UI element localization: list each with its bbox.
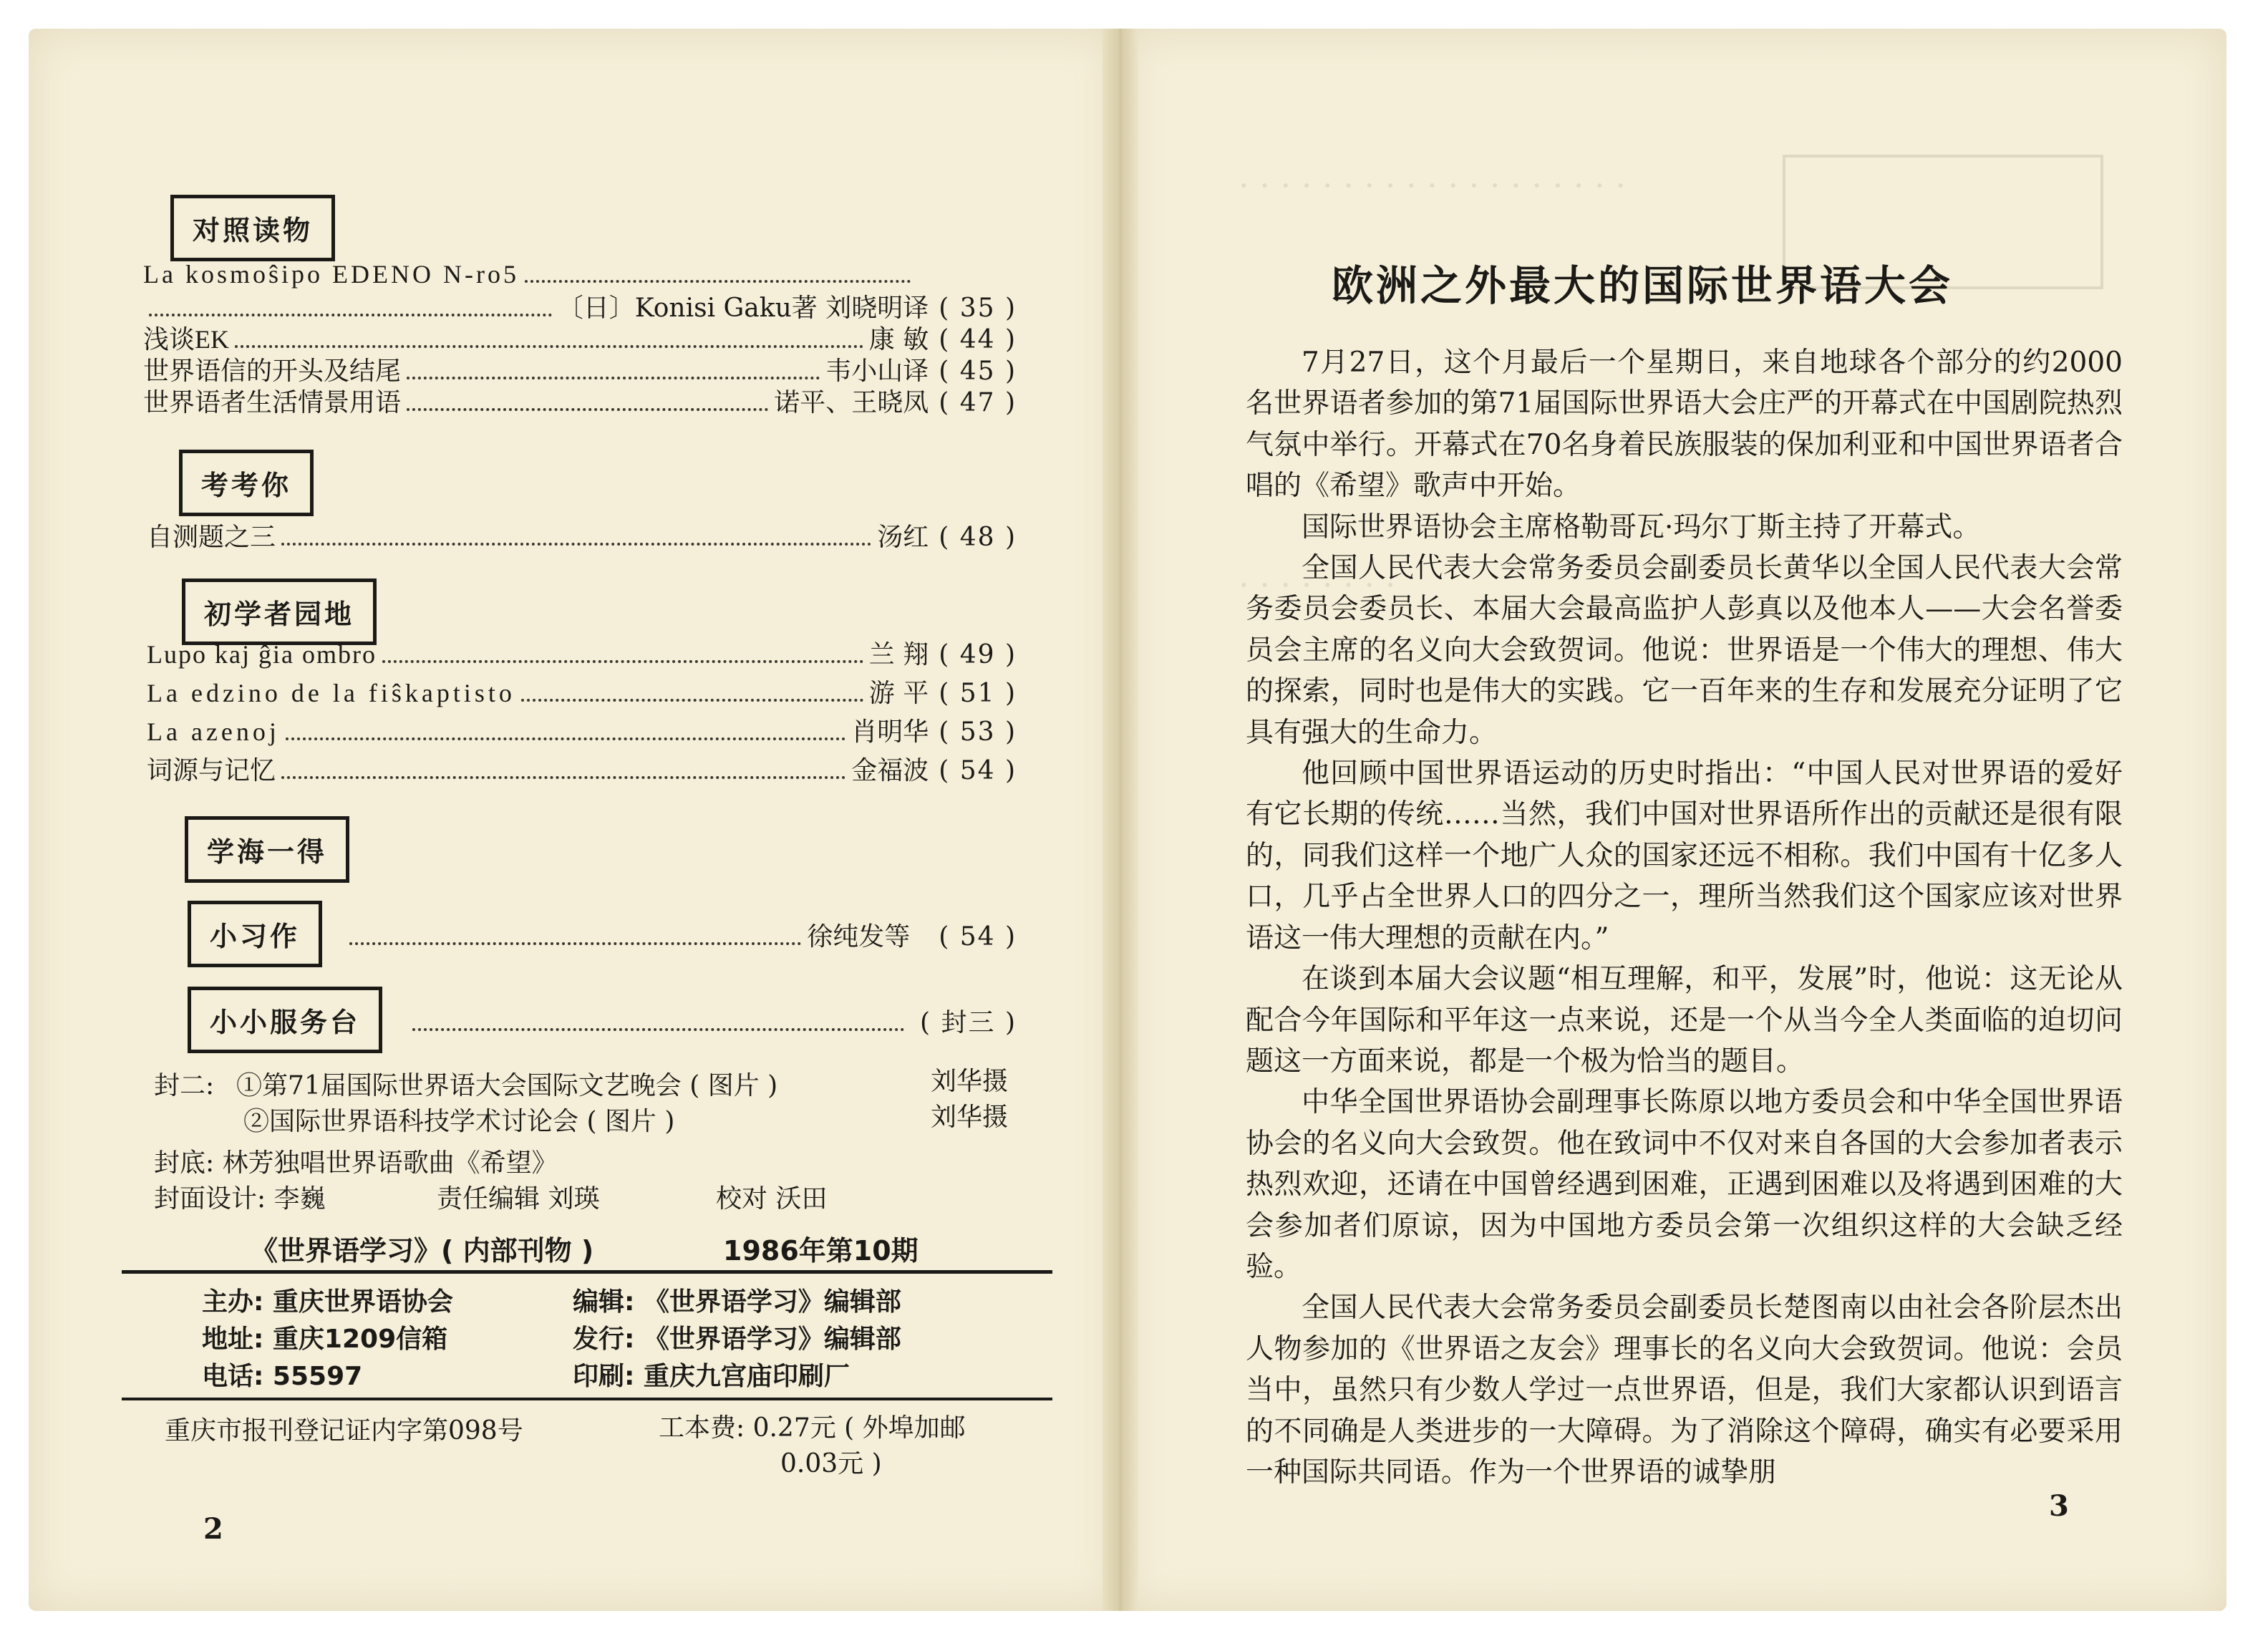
section-header-learning-notes: 学海一得 [185, 816, 349, 883]
section-header-service-desk: 小小服务台 [188, 987, 382, 1053]
toc-leader [286, 737, 845, 740]
toc-page: ( 53 ) [939, 717, 1017, 747]
toc-title: Lupo kaj ĝia ombro [147, 640, 377, 669]
toc-author: 金福波 [851, 756, 929, 785]
toc-author: 康 敏 [868, 325, 929, 354]
toc-author: 韦小山译 [825, 357, 929, 386]
imprint-address: 地址: 重庆1209信箱 [202, 1325, 448, 1354]
editor-credit: 责任编辑 刘瑛 [437, 1184, 600, 1214]
show-through-text: · · · · · · · · · · · · · · · · · · · [1239, 166, 1627, 205]
article-paragraph: 国际世界语协会主席格勒哥瓦·玛尔丁斯主持了开幕式。 [1302, 510, 1981, 543]
article-body [1246, 342, 2123, 1493]
toc-leader [525, 280, 911, 283]
toc-title: 词源与记忆 [147, 756, 276, 785]
toc-entry[interactable] [147, 673, 1017, 710]
toc-entry[interactable] [344, 916, 1017, 953]
section-header-test-yourself: 考考你 [179, 450, 314, 516]
toc-author: 〔日〕Konisi Gaku著 刘晓明译 [557, 294, 929, 323]
page-number-left: 2 [203, 1512, 223, 1546]
article-title: 欧洲之外最大的国际世界语大会 [1332, 261, 1954, 310]
toc-leader [281, 543, 871, 546]
article-paragraph: 全国人民代表大会常务委员会副委员长楚图南以由社会各阶层杰出人物参加的《世界语之友会》理事长的名义向大会致贺词。他说：会员当中，虽然只有少数人学过一点世界语，但是，我们大家都认识到语言的不同确是人类进步的一大障碍。为了消除这个障碍，确实有必要采用一种国际共同语。作为一个世界语的诚挚朋 [1246, 1292, 2123, 1488]
imprint-publisher: 发行: 《世界语学习》编辑部 [573, 1325, 901, 1354]
imprint-editing: 编辑: 《世界语学习》编辑部 [573, 1287, 901, 1317]
toc-entry[interactable] [147, 634, 1017, 671]
article-paragraph: 在谈到本届大会议题“相互理解，和平，发展”时，他说：这无论从配合今年国际和平年这一点来说，还是一个从当今全人类面临的迫切问题这一方面来说，都是一个极为恰当的题目。 [1246, 963, 2123, 1078]
toc-title: La kosmoŝipo EDENO N-ro5 [143, 260, 519, 289]
registration-number: 重庆市报刊登记证内字第098号 [165, 1416, 523, 1446]
section-header-beginners-corner: 初学者园地 [182, 579, 377, 645]
inside-cover-item-2: ②国际世界语科技学术讨论会 ( 图片 ) [243, 1107, 675, 1136]
toc-page: ( 47 ) [939, 388, 1017, 417]
article-paragraph: 全国人民代表大会常务委员会副委员长黄华以全国人民代表大会常务委员会委员长、本届大会最高监护人彭真以及他本人——大会名誉委员会主席的名义向大会致贺词。他说：世界语是一个伟大的理想、伟大的探索，同时也是伟大的实践。它一百年来的生存和发展充分证明了它具有强大的生命力。 [1246, 552, 2123, 749]
toc-page: ( 49 ) [939, 640, 1017, 669]
toc-page: ( 51 ) [939, 679, 1017, 708]
toc-page: ( 45 ) [939, 357, 1017, 386]
book-spine [1102, 29, 1138, 1611]
toc-page: ( 54 ) [939, 756, 1017, 785]
imprint-top-rule [122, 1270, 1052, 1274]
imprint-host: 主办: 重庆世界语协会 [202, 1287, 453, 1317]
article-paragraph: 中华全国世界语协会副理事长陈原以地方委员会和中华全国世界语协会的名义向大会致贺。他在致词中不仅对来自各国的大会参加者表示热烈欢迎，还请在中国曾经遇到困难，正遇到困难以及将遇到困难的大会参加者们原谅，因为中国地方委员会第一次组织这样的大会缺乏经验。 [1246, 1086, 2123, 1283]
toc-page: ( 48 ) [939, 523, 1017, 552]
toc-author: 诺平、王晓凤 [774, 388, 929, 417]
imprint-phone: 电话: 55597 [202, 1362, 363, 1391]
toc-author: 徐纯发等 [807, 922, 911, 952]
imprint-bottom-rule [122, 1398, 1052, 1400]
toc-title: 世界语者生活情景用语 [143, 388, 402, 417]
inside-cover-item-1: ①第71届国际世界语大会国际文艺晚会 ( 图片 ) [236, 1071, 778, 1100]
toc-entry[interactable] [147, 517, 1017, 553]
toc-leader [521, 699, 863, 702]
imprint-printer: 印刷: 重庆九宫庙印刷厂 [573, 1362, 850, 1391]
section-header-comparison-reading: 对照读物 [170, 195, 335, 261]
section-header-small-exercises: 小习作 [188, 901, 322, 967]
inside-cover-label: 封二: [154, 1071, 215, 1100]
show-through-text: · · · · · · · · [1239, 566, 1396, 604]
page-number-right: 3 [2049, 1489, 2069, 1523]
price: 工本费: 0.27元 ( 外埠加邮 [659, 1413, 966, 1443]
toc-entry[interactable] [143, 382, 1017, 419]
toc-author: 兰 翔 [868, 640, 929, 669]
toc-page: ( 封三 ) [920, 1008, 1017, 1037]
toc-page: ( 44 ) [939, 325, 1017, 354]
toc-page: ( 54 ) [939, 922, 1017, 952]
article-paragraph: 7月27日，这个月最后一个星期日，来自地球各个部分的约2000名世界语者参加的第71届国际世界语大会庄严的开幕式在中国剧院热烈气氛中举行。开幕式在70名身着民族服装的保加利亚和中国世界语者合唱的《希望》歌声中开始。 [1246, 347, 2123, 503]
toc-leader [412, 1028, 904, 1031]
toc-author: 游 平 [868, 679, 929, 708]
toc-leader [281, 776, 845, 779]
toc-leader [235, 345, 863, 348]
proofreader-credit: 校对 沃田 [716, 1184, 828, 1214]
toc-title: La azenoj [147, 717, 280, 746]
article-paragraph: 他回顾中国世界语运动的历史时指出：“中国人民对世界语的爱好有它长期的传统……当然，我们中国对世界语所作出的贡献还是很有限的，同我们这样一个地广人众的国家还远不相称。我们中国有十亿多人口，几乎占全世界人口的四分之一，理所当然我们这个国家应该对世界语这一伟大理想的贡献在内。” [1246, 757, 2123, 954]
photo-credit: 刘华摄 [931, 1067, 1009, 1096]
toc-entry[interactable] [147, 712, 1017, 748]
cover-design-credit: 封面设计: 李巍 [154, 1184, 326, 1214]
toc-leader [149, 314, 552, 316]
toc-page: ( 35 ) [939, 294, 1017, 323]
price-postage: 0.03元 ) [780, 1449, 882, 1478]
toc-entry[interactable] [143, 259, 916, 289]
issue-number: 1986年第10期 [723, 1235, 919, 1267]
toc-entry[interactable] [147, 750, 1017, 787]
photo-credit: 刘华摄 [931, 1103, 1009, 1132]
toc-title: 世界语信的开头及结尾 [143, 357, 402, 385]
toc-title: La edzino de la fiŝkaptisto [147, 679, 515, 707]
toc-title: 浅谈EK [143, 325, 229, 354]
journal-name: 《世界语学习》( 内部刊物 ) [251, 1235, 594, 1267]
toc-author: 肖明华 [851, 717, 929, 747]
toc-leader [349, 942, 801, 945]
toc-title: 自测题之三 [147, 523, 276, 551]
toc-leader [382, 660, 863, 663]
toc-author: 汤红 [877, 523, 929, 552]
toc-entry[interactable] [407, 1002, 1017, 1039]
back-cover-note: 封底: 林芳独唱世界语歌曲《希望》 [154, 1148, 558, 1178]
toc-leader [407, 377, 820, 379]
toc-leader [407, 408, 768, 411]
